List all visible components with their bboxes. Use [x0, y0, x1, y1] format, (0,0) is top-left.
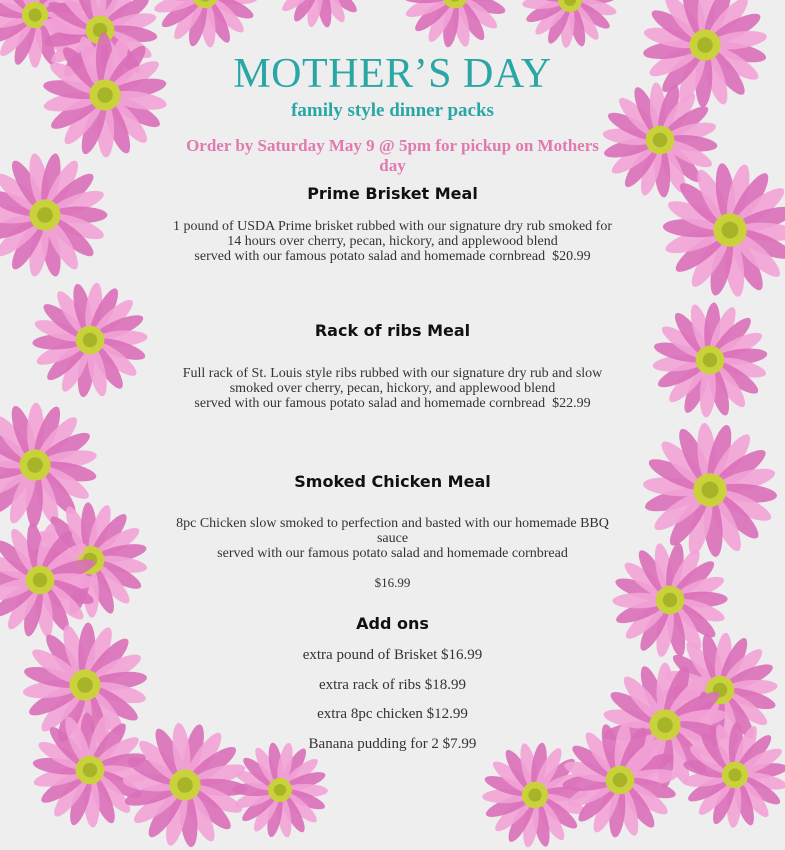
page-subtitle: family style dinner packs	[160, 100, 625, 122]
page-title: MOTHER’S DAY	[160, 50, 625, 98]
meal-title-chicken: Smoked Chicken Meal	[160, 472, 625, 491]
meal-price-chicken: $16.99	[160, 575, 625, 591]
addons-title: Add ons	[160, 614, 625, 633]
daisy-flower	[30, 280, 150, 400]
addon-item: extra rack of ribs $18.99	[160, 677, 625, 694]
addon-item: extra 8pc chicken $12.99	[160, 706, 625, 723]
meal-price: $20.99	[552, 249, 591, 264]
meal-desc-ribs	[170, 366, 615, 411]
daisy-flower	[660, 160, 785, 300]
meal-description: 8pc Chicken slow smoked to perfection and basted with our homemade BBQ sauce	[176, 516, 609, 546]
meal-title-ribs: Rack of ribs Meal	[160, 321, 625, 340]
meal-price: $22.99	[552, 396, 591, 411]
meal-description: 1 pound of USDA Prime brisket rubbed with our signature dry rub smoked for 14 hours over cherry, pecan, hickory, and applewood blend	[173, 219, 612, 249]
meal-desc-brisket	[170, 219, 615, 264]
meal-sides: served with our famous potato salad and homemade cornbread	[194, 396, 545, 411]
meal-sides: served with our famous potato salad and homemade cornbread	[217, 546, 568, 561]
addon-item: extra pound of Brisket $16.99	[160, 647, 625, 664]
meal-desc-chicken	[170, 516, 615, 561]
daisy-flower	[640, 420, 780, 560]
daisy-flower	[0, 150, 110, 280]
meal-description: Full rack of St. Louis style ribs rubbed with our signature dry rub and slow smoked over cherry, pecan, hickory, and applewood blend	[183, 366, 603, 396]
daisy-flower	[680, 720, 785, 830]
meal-sides: served with our famous potato salad and homemade cornbread	[194, 249, 545, 264]
daisy-flower	[40, 30, 170, 160]
menu-card	[160, 0, 625, 785]
daisy-flower	[650, 300, 770, 420]
addon-item: Banana pudding for 2 $7.99	[160, 736, 625, 753]
order-note: Order by Saturday May 9 @ 5pm for pickup on Mothers day	[180, 136, 605, 176]
meal-title-brisket: Prime Brisket Meal	[160, 184, 625, 203]
